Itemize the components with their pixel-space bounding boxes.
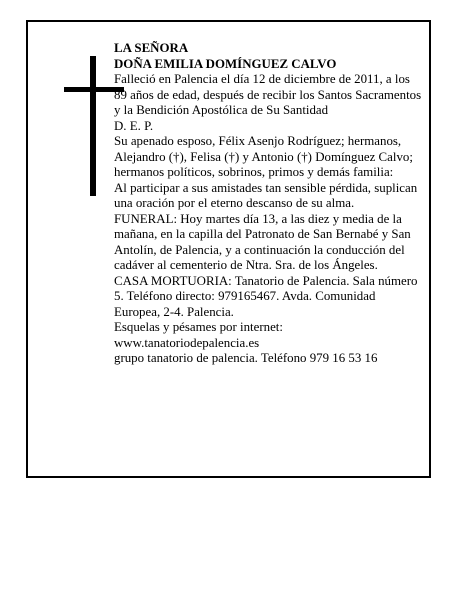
funeral-details: FUNERAL: Hoy martes día 13, a las diez y media de la mañana, en la capilla del Patronato de San Bernabé y San Antolín, de Palencia, y a continuación la conducción del cadáver al cementerio de Ntra. Sra. de los Ángeles. xyxy=(114,211,411,272)
notice-title: LA SEÑORA xyxy=(114,41,189,55)
family-line: Su apenado esposo, Félix Asenjo Rodríguez; hermanos, Alejandro (†), Felisa (†) y Antonio (†) Domínguez Calvo; hermanos políticos, sobrinos, primos y demás familia: xyxy=(114,134,413,179)
dep-line: D. E. P. xyxy=(114,118,154,133)
prayer-request: Al participar a sus amistades tan sensible pérdida, suplican una oración por el eterno descanso de su alma. xyxy=(114,180,418,210)
deceased-name: DOÑA EMILIA DOMÍNGUEZ CALVO xyxy=(114,56,337,71)
website-link[interactable]: www.tanatoriodepalencia.es xyxy=(114,335,260,350)
footer-contact: grupo tanatorio de palencia. Teléfono 979 16 53 16 xyxy=(114,351,378,365)
obituary-notice xyxy=(26,20,431,478)
death-details: Falleció en Palencia el día 12 de diciembre de 2011, a los 89 años de edad, después de recibir los Santos Sacramentos y la Bendición Apostólica de Su Santidad xyxy=(114,72,422,117)
cross-vertical-bar xyxy=(90,56,96,196)
online-condolences-label: Esquelas y pésames por internet: xyxy=(114,320,283,334)
notice-text xyxy=(114,41,424,367)
funeral-home-details: CASA MORTUORIA: Tanatorio de Palencia. Sala número 5. Teléfono directo: 979165467. Avda. Comunidad Europea, 2-4. Palencia. xyxy=(114,273,418,319)
